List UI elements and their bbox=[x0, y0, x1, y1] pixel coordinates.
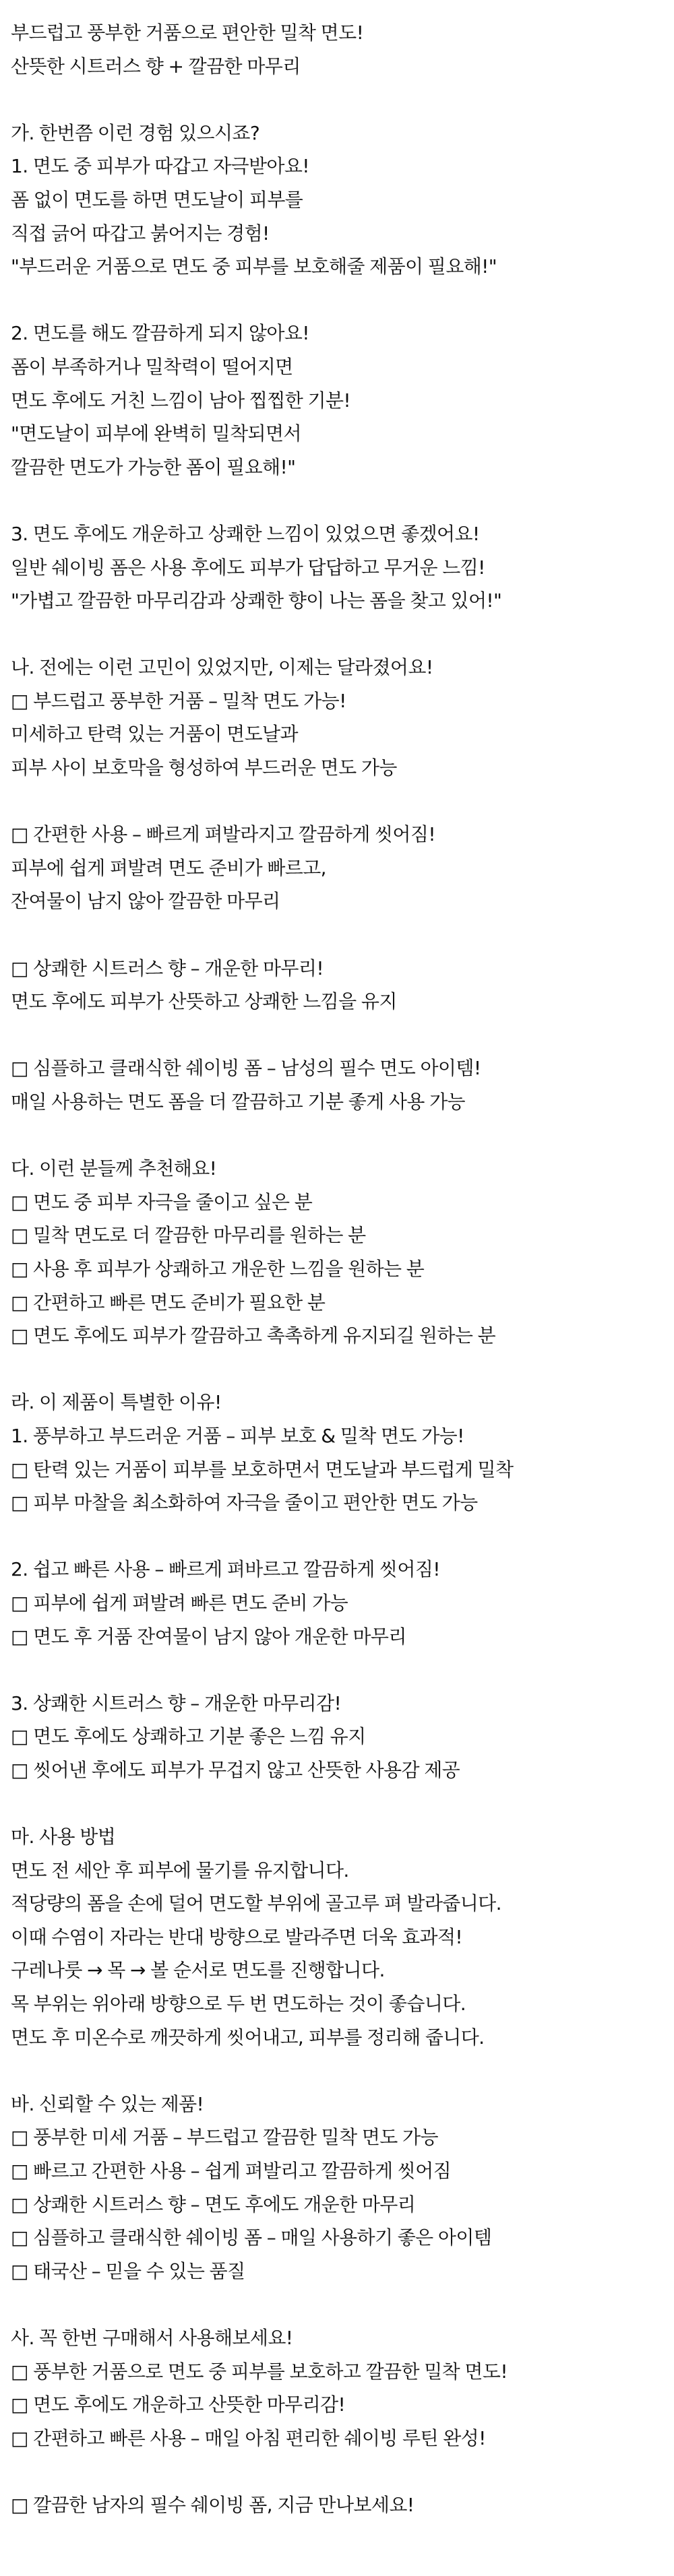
text-line: □ 피부 마찰을 최소화하여 자극을 줄이고 편안한 면도 가능 bbox=[11, 1491, 478, 1514]
text-line: "가볍고 깔끔한 마무리감과 상쾌한 향이 나는 폼을 찾고 있어!" bbox=[11, 589, 502, 612]
text-line: 가. 한번쯤 이런 경험 있으시죠? bbox=[11, 121, 260, 144]
text-line: 폼이 부족하거나 밀착력이 떨어지면 bbox=[11, 355, 293, 378]
text-line: 직접 긁어 따갑고 붉어지는 경험! bbox=[11, 222, 270, 245]
text-line: 바. 신뢰할 수 있는 제품! bbox=[11, 2092, 204, 2115]
blank-line bbox=[11, 2455, 674, 2488]
blank-line bbox=[11, 83, 674, 117]
text-line: 폼 없이 면도를 하면 면도날이 피부를 bbox=[11, 188, 303, 211]
text-line: 피부에 쉽게 펴발려 면도 준비가 빠르고, bbox=[11, 856, 326, 879]
text-line: □ 피부에 쉽게 펴발려 빠른 면도 준비 가능 bbox=[11, 1591, 348, 1614]
blank-line bbox=[11, 284, 674, 317]
text-line: □ 면도 후 거품 잔여물이 남지 않아 개운한 마무리 bbox=[11, 1625, 406, 1648]
blank-line bbox=[11, 1353, 674, 1386]
text-line: 적당량의 폼을 손에 덜어 면도할 부위에 골고루 펴 발라줍니다. bbox=[11, 1892, 501, 1915]
text-line: □ 간편하고 빠른 사용 – 매일 아침 편리한 쉐이빙 루틴 완성! bbox=[11, 2426, 486, 2449]
text-line: 일반 쉐이빙 폼은 사용 후에도 피부가 답답하고 무거운 느낌! bbox=[11, 556, 485, 579]
text-line: 목 부위는 위아래 방향으로 두 번 면도하는 것이 좋습니다. bbox=[11, 1993, 466, 2016]
text-line: □ 간편하고 빠른 면도 준비가 필요한 분 bbox=[11, 1291, 326, 1314]
text-line: 다. 이런 분들께 추천해요! bbox=[11, 1157, 217, 1180]
text-line: 2. 면도를 해도 깔끔하게 되지 않아요! bbox=[11, 322, 309, 345]
text-line: 피부 사이 보호막을 형성하여 부드러운 면도 가능 bbox=[11, 756, 397, 779]
text-line: "면도날이 피부에 완벽히 밀착되면서 bbox=[11, 422, 301, 445]
blank-line bbox=[11, 2288, 674, 2321]
text-line: 부드럽고 풍부한 거품으로 편안한 밀착 면도! bbox=[11, 22, 364, 44]
blank-line bbox=[11, 618, 674, 651]
text-line: 매일 사용하는 면도 폼을 더 깔끔하고 기분 좋게 사용 가능 bbox=[11, 1091, 466, 1113]
text-line: 미세하고 탄력 있는 거품이 면도날과 bbox=[11, 723, 298, 746]
text-line: □ 부드럽고 풍부한 거품 – 밀착 면도 가능! bbox=[11, 689, 346, 712]
text-line: □ 면도 후에도 개운하고 산뜻한 마무리감! bbox=[11, 2393, 346, 2416]
text-line: 깔끔한 면도가 가능한 폼이 필요해!" bbox=[11, 455, 296, 478]
text-line: □ 풍부한 거품으로 면도 중 피부를 보호하고 깔끔한 밀착 면도! bbox=[11, 2360, 508, 2383]
text-line: □ 빠르고 간편한 사용 – 쉽게 펴발리고 깔끔하게 씻어짐 bbox=[11, 2160, 452, 2182]
text-line: "부드러운 거품으로 면도 중 피부를 보호해줄 제품이 필요해!" bbox=[11, 255, 497, 278]
text-line: □ 상쾌한 시트러스 향 – 면도 후에도 개운한 마무리 bbox=[11, 2193, 416, 2216]
blank-line bbox=[11, 918, 674, 952]
blank-line bbox=[11, 1019, 674, 1052]
text-line: □ 상쾌한 시트러스 향 – 개운한 마무리! bbox=[11, 957, 324, 979]
blank-line bbox=[11, 1653, 674, 1687]
text-line: 1. 면도 중 피부가 따갑고 자극받아요! bbox=[11, 155, 309, 178]
text-line: □ 풍부한 미세 거품 – 부드럽고 깔끔한 밀착 면도 가능 bbox=[11, 2126, 438, 2149]
text-line: □ 심플하고 클래식한 쉐이빙 폼 – 남성의 필수 면도 아이템! bbox=[11, 1057, 481, 1080]
blank-line bbox=[11, 1786, 674, 1820]
text-line: 마. 사용 방법 bbox=[11, 1826, 116, 1848]
text-line: □ 면도 후에도 피부가 깔끔하고 촉촉하게 유지되길 원하는 분 bbox=[11, 1324, 496, 1347]
text-line: 잔여물이 남지 않아 깔끔한 마무리 bbox=[11, 890, 280, 913]
text-line: □ 면도 후에도 상쾌하고 기분 좋은 느낌 유지 bbox=[11, 1725, 366, 1748]
text-line: 3. 상쾌한 시트러스 향 – 개운한 마무리감! bbox=[11, 1692, 342, 1714]
text-line: □ 면도 중 피부 자극을 줄이고 싶은 분 bbox=[11, 1190, 313, 1213]
text-line: 구레나룻 → 목 → 볼 순서로 면도를 진행합니다. bbox=[11, 1959, 385, 1982]
text-line: 라. 이 제품이 특별한 이유! bbox=[11, 1391, 222, 1414]
text-line: 3. 면도 후에도 개운하고 상쾌한 느낌이 있었으면 좋겠어요! bbox=[11, 522, 480, 545]
text-line: 면도 전 세안 후 피부에 물기를 유지합니다. bbox=[11, 1859, 349, 1881]
text-line: 2. 쉽고 빠른 사용 – 빠르게 펴바르고 깔끔하게 씻어짐! bbox=[11, 1558, 440, 1581]
blank-line bbox=[11, 484, 674, 517]
text-line: □ 밀착 면도로 더 깔끔한 마무리를 원하는 분 bbox=[11, 1224, 366, 1247]
blank-line bbox=[11, 785, 674, 818]
text-line: 산뜻한 시트러스 향 + 깔끔한 마무리 bbox=[11, 55, 301, 77]
text-line: 면도 후 미온수로 깨끗하게 씻어내고, 피부를 정리해 줍니다. bbox=[11, 2026, 485, 2049]
text-line: 1. 풍부하고 부드러운 거품 – 피부 보호 & 밀착 면도 가능! bbox=[11, 1424, 464, 1447]
text-line: 면도 후에도 피부가 산뜻하고 상쾌한 느낌을 유지 bbox=[11, 990, 397, 1013]
text-line: □ 깔끔한 남자의 필수 쉐이빙 폼, 지금 만나보세요! bbox=[11, 2493, 415, 2516]
text-line: □ 심플하고 클래식한 쉐이빙 폼 – 매일 사용하기 좋은 아이템 bbox=[11, 2226, 492, 2249]
text-line: □ 씻어낸 후에도 피부가 무겁지 않고 산뜻한 사용감 제공 bbox=[11, 1758, 460, 1781]
text-line: □ 간편한 사용 – 빠르게 펴발라지고 깔끔하게 씻어짐! bbox=[11, 823, 435, 846]
text-line: 면도 후에도 거친 느낌이 남아 찝찝한 기분! bbox=[11, 389, 351, 412]
text-line: 이때 수염이 자라는 반대 방향으로 발라주면 더욱 효과적! bbox=[11, 1925, 463, 1948]
text-line: 사. 꼭 한번 구매해서 사용해보세요! bbox=[11, 2326, 293, 2349]
text-line: □ 탄력 있는 거품이 피부를 보호하면서 면도날과 부드럽게 밀착 bbox=[11, 1458, 514, 1481]
text-line: □ 사용 후 피부가 상쾌하고 개운한 느낌을 원하는 분 bbox=[11, 1257, 425, 1280]
text-line: 나. 전에는 이런 고민이 있었지만, 이제는 달라졌어요! bbox=[11, 656, 433, 679]
blank-line bbox=[11, 1119, 674, 1153]
blank-line bbox=[11, 1520, 674, 1553]
text-line: □ 태국산 – 믿을 수 있는 품질 bbox=[11, 2259, 245, 2282]
blank-line bbox=[11, 2054, 674, 2088]
